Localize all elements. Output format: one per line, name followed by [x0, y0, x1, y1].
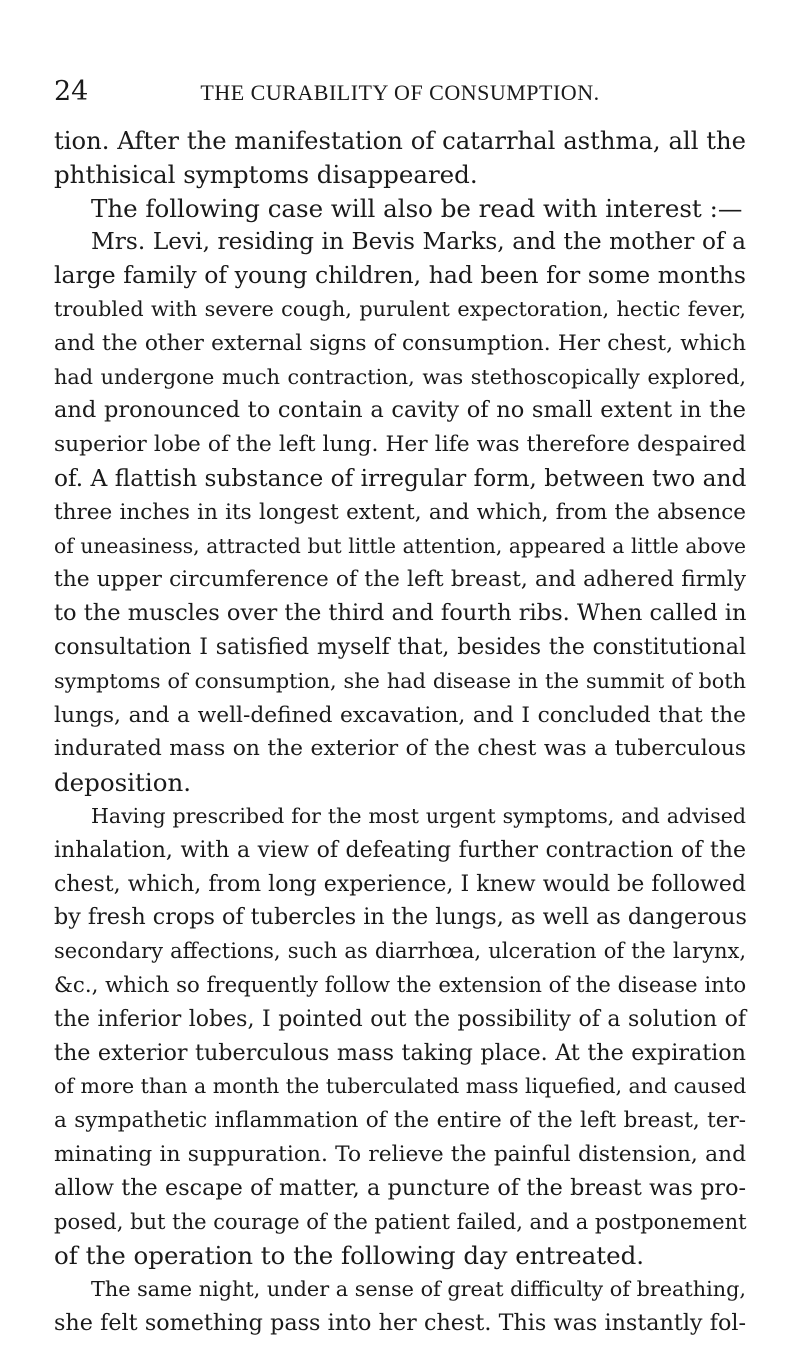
- text-line: troubled with severe cough, purulent expectoration, hectic fever,: [54, 296, 746, 321]
- text-line: Mrs. Levi, residing in Bevis Marks, and the mother of a: [91, 228, 746, 256]
- text-line: minating in suppuration. To relieve the painful distension, and: [54, 1141, 746, 1167]
- text-line: indurated mass on the exterior of the chest was a tuberculous: [54, 736, 746, 762]
- text-line: and pronounced to contain a cavity of no small extent in the: [54, 397, 746, 424]
- text-line: secondary affections, such as diarrhœa, ulceration of the larynx,: [54, 939, 746, 964]
- text-line: of uneasiness, attracted but little attention, appeared a little above: [54, 533, 746, 558]
- paragraph: [54, 225, 746, 800]
- text-line: and the other external signs of consumption. Her chest, which: [54, 330, 746, 356]
- page-number: 24: [54, 76, 89, 107]
- text-line: of more than a month the tuberculated mass liquefied, and caused: [54, 1074, 747, 1099]
- text-line: allow the escape of matter, a puncture of the breast was pro-: [54, 1174, 746, 1201]
- body-text: [54, 124, 746, 1341]
- text-line: the upper circumference of the left breast, and adhered firmly: [54, 567, 746, 593]
- text-line: of. A flattish substance of irregular form, between two and: [54, 464, 747, 492]
- text-line: the exterior tuberculous mass taking place. At the expiration: [54, 1039, 746, 1066]
- text-line: consultation I satisfied myself that, besides the constitutional: [54, 634, 746, 660]
- page-header: [54, 72, 746, 112]
- text-line: lungs, and a well-defined excavation, and I concluded that the: [54, 702, 746, 728]
- text-line: Having prescribed for the most urgent symptoms, and advised: [91, 803, 746, 828]
- text-line: The same night, under a sense of great difficulty of breathing,: [91, 1277, 746, 1302]
- text-line: chest, which, from long experience, I knew would be followed: [54, 871, 746, 897]
- text-line: she felt something pass into her chest. This was instantly fol-: [54, 1309, 746, 1336]
- text-line: had undergone much contraction, was stethoscopically explored,: [54, 364, 746, 389]
- text-line: the inferior lobes, I pointed out the possibility of a solution of: [54, 1006, 746, 1032]
- running-title: THE CURABILITY OF CONSUMPTION.: [200, 80, 600, 105]
- text-line: symptoms of consumption, she had disease in the summit of both: [54, 668, 746, 693]
- text-line: tion. After the manifestation of catarrhal asthma, all the: [54, 126, 746, 155]
- text-line: three inches in its longest extent, and which, from the absence: [54, 499, 746, 525]
- text-line: phthisical symptoms disappeared.: [54, 159, 478, 189]
- text-line: &c., which so frequently follow the extension of the disease into: [54, 972, 747, 998]
- text-line: large family of young children, had been for some months: [54, 261, 746, 290]
- paragraph: [54, 800, 746, 1273]
- paragraph: [54, 124, 746, 192]
- text-line: a sympathetic inflammation of the entire of the left breast, ter-: [54, 1108, 746, 1134]
- text-line: of the operation to the following day entreated.: [54, 1241, 645, 1271]
- text-line: to the muscles over the third and fourth ribs. When called in: [54, 600, 747, 627]
- text-line: by fresh crops of tubercles in the lungs, as well as dangerous: [54, 904, 747, 931]
- text-line: The following case will also be read with interest :—: [91, 193, 743, 223]
- paragraph: [54, 192, 746, 226]
- text-line: superior lobe of the left lung. Her life was therefore despaired: [54, 432, 746, 458]
- paragraph: [54, 1273, 746, 1341]
- text-line: inhalation, with a view of defeating further contraction of the: [54, 837, 746, 863]
- text-line: posed, but the courage of the patient failed, and a postponement: [54, 1209, 747, 1234]
- text-line: deposition.: [54, 768, 192, 798]
